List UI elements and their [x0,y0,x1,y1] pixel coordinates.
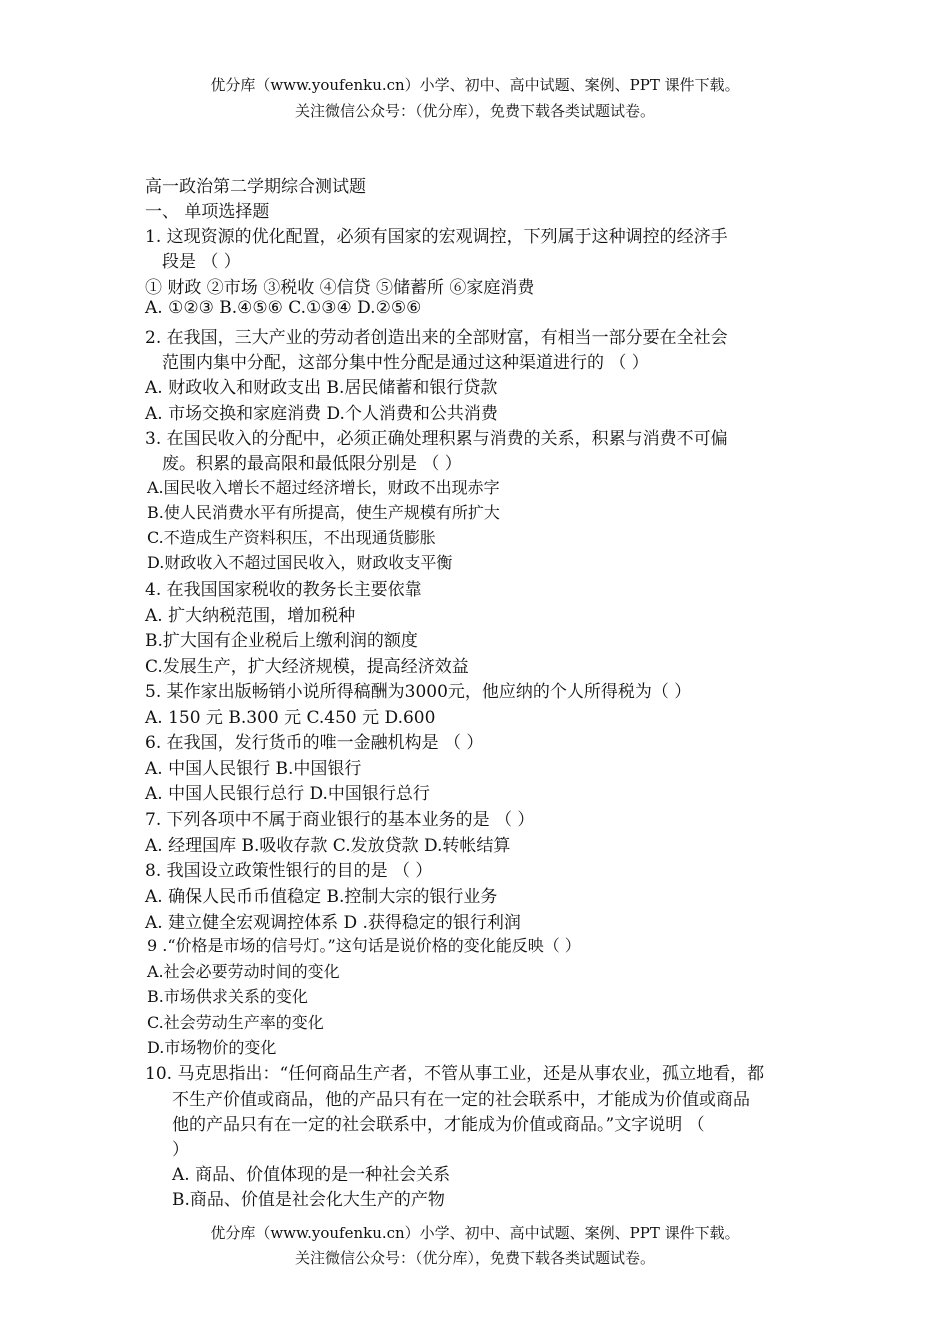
footer-line-1: 优分库（www.youfenku.cn）小学、初中、高中试题、案例、PPT 课件下载。 [210,1224,740,1242]
q1-stem: 1. 这现资源的优化配置，必须有国家的宏观调控，下列属于这种调控的经济手 [145,227,728,247]
q8-options-ab: A. 确保人民币币值稳定 B.控制大宗的银行业务 [145,887,498,907]
q3-stem: 3. 在国民收入的分配中，必须正确处理积累与消费的关系，积累与消费不可偏 [145,429,728,449]
header-line-1: 优分库（www.youfenku.cn）小学、初中、高中试题、案例、PPT 课件下载。 [210,76,740,94]
q9-option-a: A.社会必要劳动时间的变化 [147,962,340,981]
q7-options: A. 经理国库 B.吸收存款 C.发放贷款 D.转帐结算 [145,836,511,856]
q9-option-c: C.社会劳动生产率的变化 [147,1013,324,1032]
q1-stem-cont: 段是 （ ） [162,252,241,272]
q6-options-cd: A. 中国人民银行总行 D.中国银行总行 [145,784,430,804]
q2-stem: 2. 在我国，三大产业的劳动者创造出来的全部财富，有相当一部分要在全社会 [145,328,728,348]
q10-option-b: B.商品、价值是社会化大生产的产物 [172,1190,445,1210]
q3-option-a: A.国民收入增长不超过经济增长，财政不出现赤字 [147,478,500,497]
q4-option-c: C.发展生产，扩大经济规模，提高经济效益 [145,657,469,677]
header-line-2: 关注微信公众号：（优分库），免费下载各类试题试卷。 [294,102,655,120]
q3-option-c: C.不造成生产资料积压，不出现通货膨胀 [147,528,436,547]
q5-stem: 5. 某作家出版畅销小说所得稿酬为3000元，他应纳的个人所得税为（ ） [145,682,692,702]
q6-stem: 6. 在我国，发行货币的唯一金融机构是 （ ） [145,733,484,753]
q10-stem-cont-2: 他的产品只有在一定的社会联系中，才能成为价值或商品。”文字说明 （ [172,1115,705,1135]
q9-stem: 9 .“价格是市场的信号灯。”这句话是说价格的变化能反映（ ） [147,936,581,955]
q8-stem: 8. 我国设立政策性银行的目的是 （ ） [145,861,433,881]
q2-options-ab: A. 财政收入和财政支出 B.居民储蓄和银行贷款 [145,378,498,398]
q6-options-ab: A. 中国人民银行 B.中国银行 [145,759,362,779]
q2-stem-cont: 范围内集中分配，这部分集中性分配是通过这种渠道进行的 （ ） [162,353,649,373]
q5-options: A. 150 元 B.300 元 C.450 元 D.600 [145,708,436,728]
section-heading: 一、 单项选择题 [145,202,270,222]
q3-option-b: B.使人民消费水平有所提高，使生产规模有所扩大 [147,503,500,522]
q3-stem-cont: 废。积累的最高限和最低限分别是 （ ） [162,454,462,474]
q10-stem-cont-3: ） [172,1140,189,1160]
q10-stem-cont-1: 不生产价值或商品，他的产品只有在一定的社会联系中，才能成为价值或商品 [172,1090,750,1110]
footer-line-2: 关注微信公众号：（优分库），免费下载各类试题试卷。 [294,1249,655,1267]
q4-option-a: A. 扩大纳税范围，增加税种 [145,606,356,626]
q1-items: ① 财政 ②市场 ③税收 ④信贷 ⑤储蓄所 ⑥家庭消费 [145,278,535,298]
q4-option-b: B.扩大国有企业税后上缴利润的额度 [145,631,418,651]
q2-options-cd: A. 市场交换和家庭消费 D.个人消费和公共消费 [145,404,498,424]
q3-option-d: D.财政收入不超过国民收入，财政收支平衡 [147,553,453,572]
q8-options-cd: A. 建立健全宏观调控体系 D .获得稳定的银行利润 [145,913,521,933]
q7-stem: 7. 下列各项中不属于商业银行的基本业务的是 （ ） [145,810,535,830]
q9-option-d: D.市场物价的变化 [147,1038,277,1057]
q4-stem: 4. 在我国国家税收的教务长主要依靠 [145,580,422,600]
q10-option-a: A. 商品、价值体现的是一种社会关系 [172,1165,451,1185]
q10-stem: 10. 马克思指出：“任何商品生产者，不管从事工业，还是从事农业，孤立地看，都 [145,1064,765,1084]
q9-option-b: B.市场供求关系的变化 [147,987,308,1006]
doc-title: 高一政治第二学期综合测试题 [145,177,366,197]
q1-options: A. ①②③ B.④⑤⑥ C.①③④ D.②⑤⑥ [145,298,422,318]
